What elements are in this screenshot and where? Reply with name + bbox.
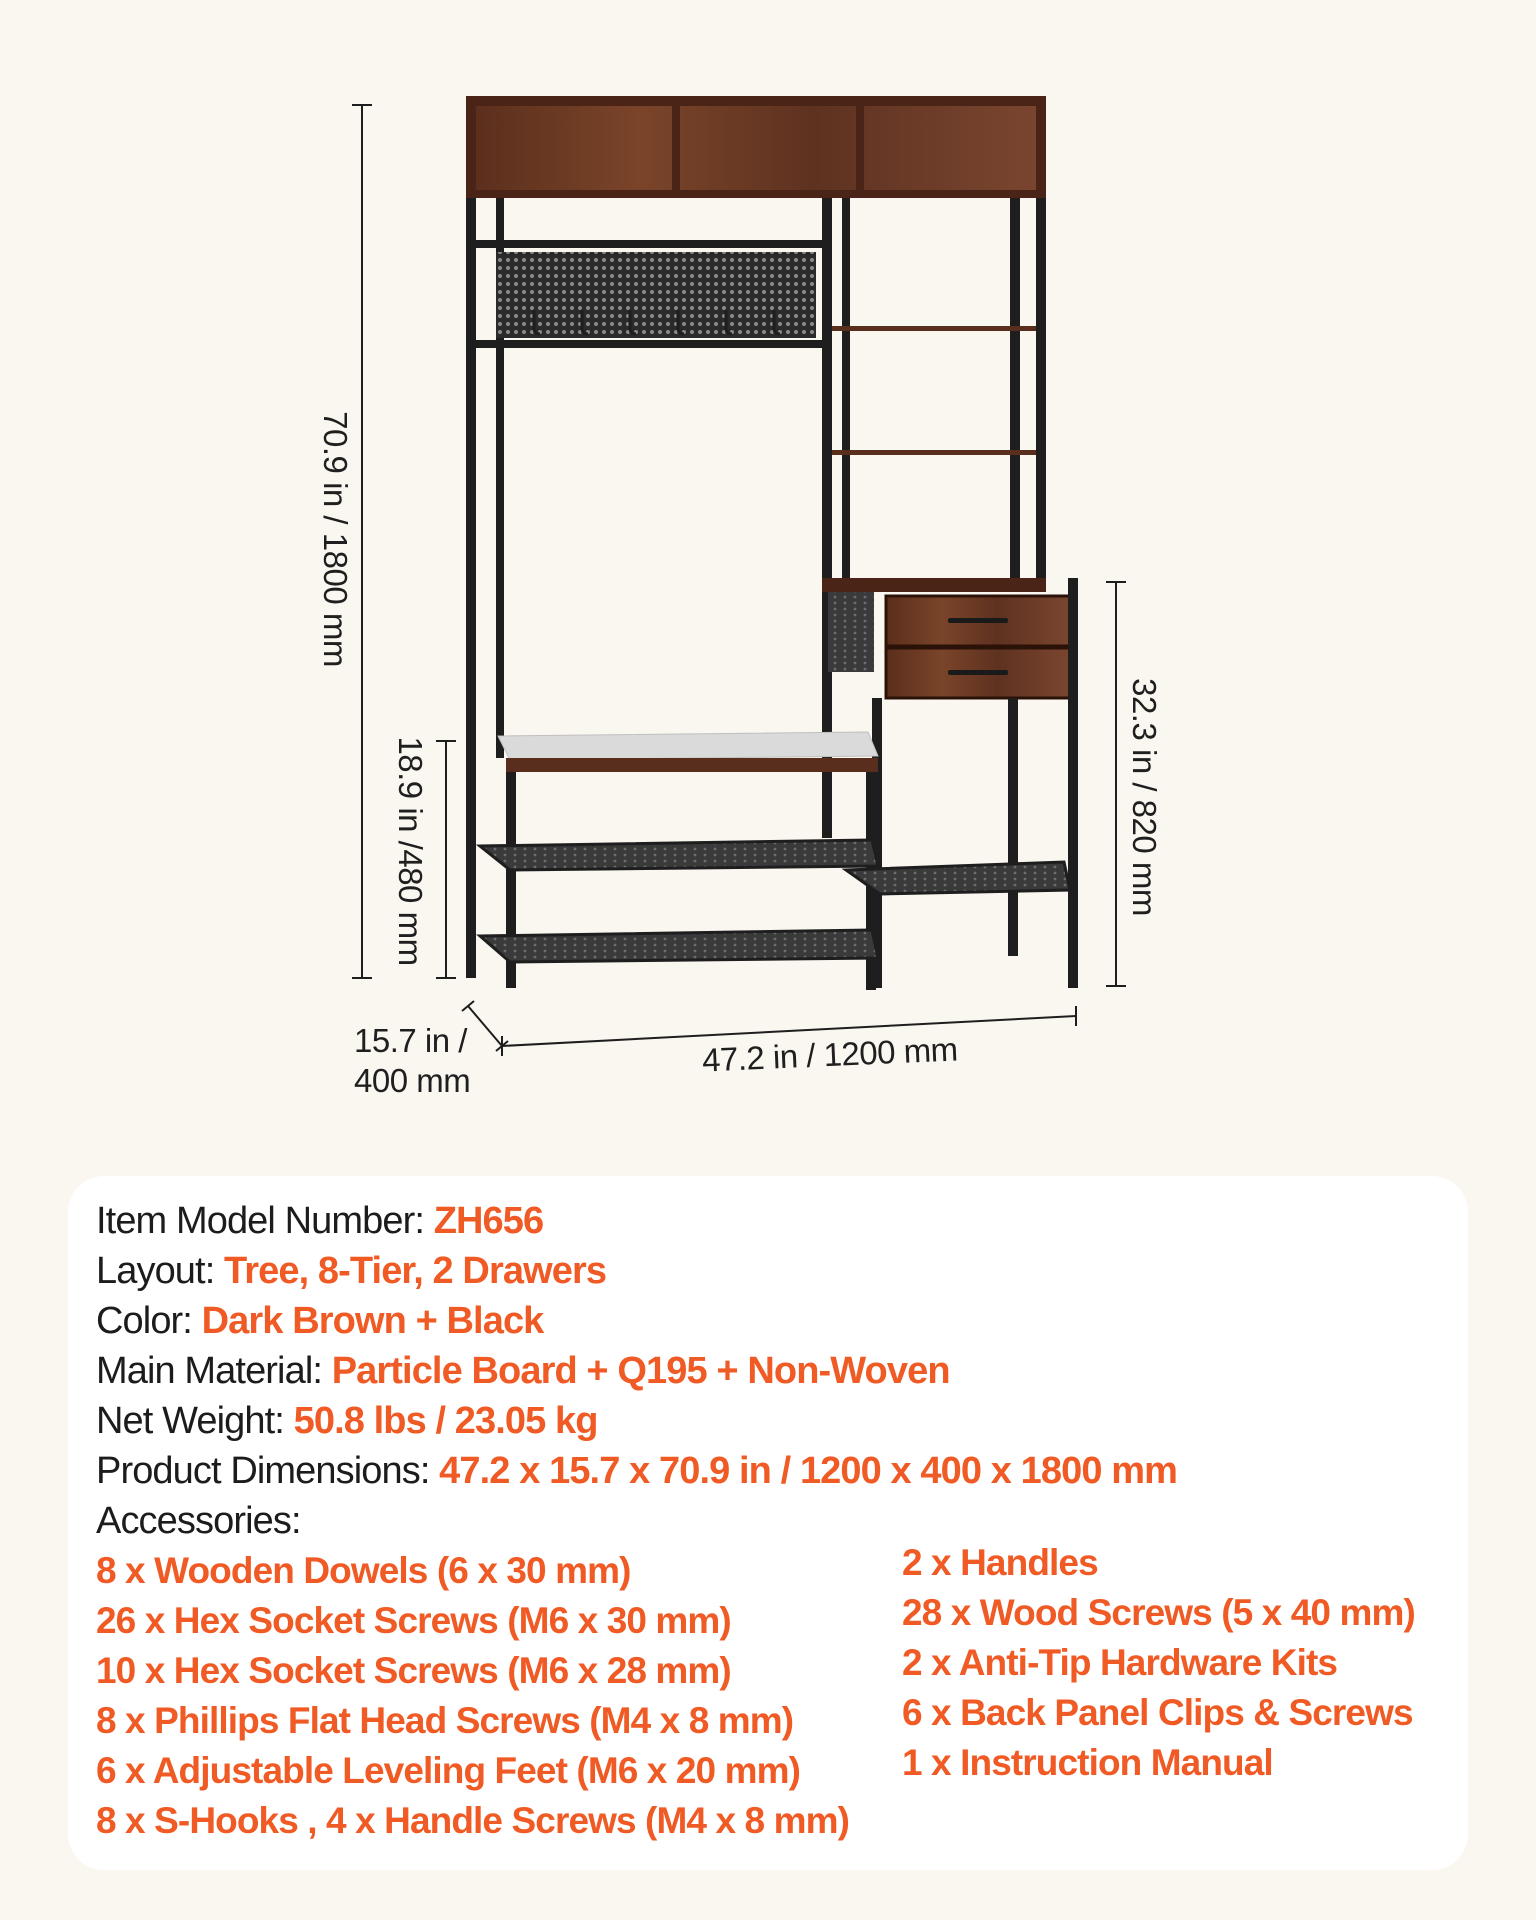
accessory-item: 6 x Adjustable Leveling Feet (M6 x 20 mm) <box>96 1750 801 1791</box>
accessory-item: 28 x Wood Screws (5 x 40 mm) <box>902 1592 1415 1633</box>
drawer-cabinet <box>822 578 1078 988</box>
accessory-item: 8 x Wooden Dowels (6 x 30 mm) <box>96 1550 631 1591</box>
height-dimension-label: 70.9 in / 1800 mm <box>317 411 354 667</box>
accessories-heading: Accessories: <box>96 1500 301 1542</box>
bench-height-dimension-label: 18.9 in /480 mm <box>392 736 429 966</box>
spec-dimensions: Product Dimensions: 47.2 x 15.7 x 70.9 in / 1200 x 400 x 1800 mm <box>96 1450 1178 1492</box>
hook-panel <box>496 252 816 338</box>
top-shelf <box>466 96 1046 198</box>
accessory-item: 10 x Hex Socket Screws (M6 x 28 mm) <box>96 1650 731 1691</box>
accessory-item: 6 x Back Panel Clips & Screws <box>902 1692 1413 1733</box>
accessory-item: 26 x Hex Socket Screws (M6 x 30 mm) <box>96 1600 731 1641</box>
spec-layout: Layout: Tree, 8-Tier, 2 Drawers <box>96 1250 607 1292</box>
width-dimension-label: 47.2 in / 1200 mm <box>701 1030 959 1079</box>
spec-color: Color: Dark Brown + Black <box>96 1300 544 1342</box>
bench <box>480 732 1070 990</box>
accessory-item: 2 x Handles <box>902 1542 1098 1583</box>
depth-dimension-label-line1: 15.7 in / <box>354 1022 467 1059</box>
accessory-item: 2 x Anti-Tip Hardware Kits <box>902 1642 1338 1683</box>
accessory-item: 8 x S-Hooks , 4 x Handle Screws (M4 x 8 mm) <box>96 1800 849 1841</box>
specs-card <box>68 1176 1468 1870</box>
accessory-item: 8 x Phillips Flat Head Screws (M4 x 8 mm) <box>96 1700 794 1741</box>
spec-material: Main Material: Particle Board + Q195 + Non-Woven <box>96 1350 950 1392</box>
depth-dimension-label-line2: 400 mm <box>354 1062 471 1099</box>
spec-model: Item Model Number: ZH656 <box>96 1200 544 1242</box>
accessory-item: 1 x Instruction Manual <box>902 1742 1273 1783</box>
cabinet-height-dimension-label: 32.3 in / 820 mm <box>1126 678 1163 916</box>
spec-weight: Net Weight: 50.8 lbs / 23.05 kg <box>96 1400 598 1442</box>
